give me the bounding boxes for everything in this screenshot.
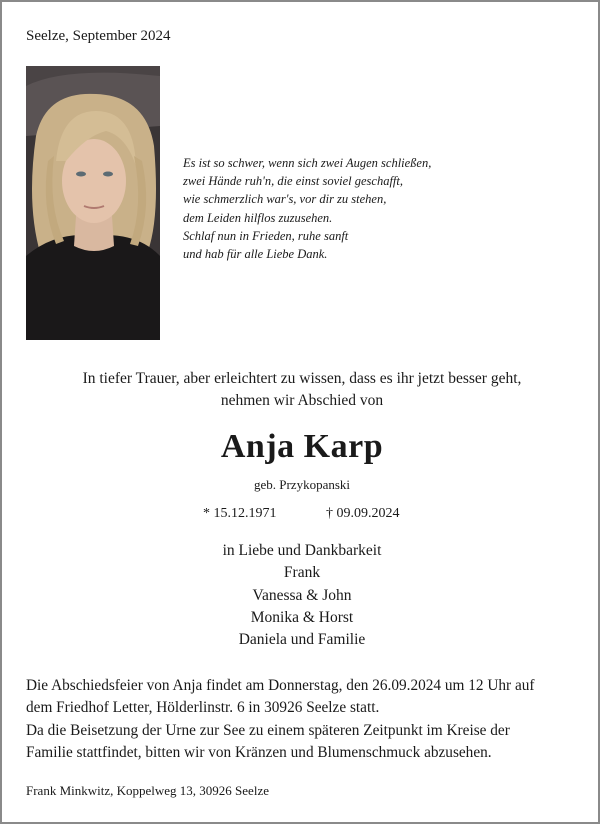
ceremony-line: Die Abschiedsfeier von Anja findet am Donnerstag, den 26.09.2024 um 12 Uhr auf (26, 677, 535, 694)
footer-contact: Frank Minkwitz, Koppelweg 13, 30926 Seelze (26, 783, 269, 798)
birth-date: * 15.12.1971 (203, 506, 277, 521)
death-date: † 09.09.2024 (326, 506, 400, 521)
mourners-line: Monika & Horst (250, 608, 354, 626)
intro-line: In tiefer Trauer, aber erleichtert zu wissen, dass es ihr jetzt besser geht, (82, 370, 522, 387)
mourners-line: Frank (283, 564, 321, 582)
ceremony-line: Familie stattfindet, bitten wir von Kränzen und Blumenschmuck abzusehen. (26, 743, 492, 761)
poem (183, 154, 431, 263)
poem-line: wie schmerzlich war's, vor dir zu stehen, (183, 192, 387, 207)
place-date: Seelze, September 2024 (26, 28, 171, 44)
mourners-line: in Liebe und Dankbarkeit (222, 542, 382, 559)
ceremony-line: dem Friedhof Letter, Hölderlinstr. 6 in 30926 Seelze statt. (26, 699, 380, 717)
deceased-name: Anja Karp (220, 428, 384, 465)
poem-line: Es ist so schwer, wenn sich zwei Augen schließen, (183, 156, 432, 170)
mourners-line: Daniela und Familie (238, 631, 366, 649)
poem-line: zwei Hände ruh'n, die einst soviel geschafft, (183, 174, 404, 189)
intro-text (2, 368, 600, 412)
poem-line: Schlaf nun in Frieden, ruhe sanft (183, 228, 349, 243)
poem-line: dem Leiden hilflos zuzusehen. (183, 210, 333, 225)
ceremony-info (26, 675, 535, 764)
portrait-photo (26, 66, 160, 340)
poem-line: und hab für alle Liebe Dank. (183, 247, 328, 262)
mourners-list (2, 540, 600, 651)
intro-line: nehmen wir Abschied von (220, 392, 384, 409)
ceremony-line: Da die Beisetzung der Urne zur See zu einem späteren Zeitpunkt im Kreise der (26, 721, 510, 739)
mourners-line: Vanessa & John (252, 586, 352, 604)
birth-name: geb. Przykopanski (253, 477, 351, 492)
